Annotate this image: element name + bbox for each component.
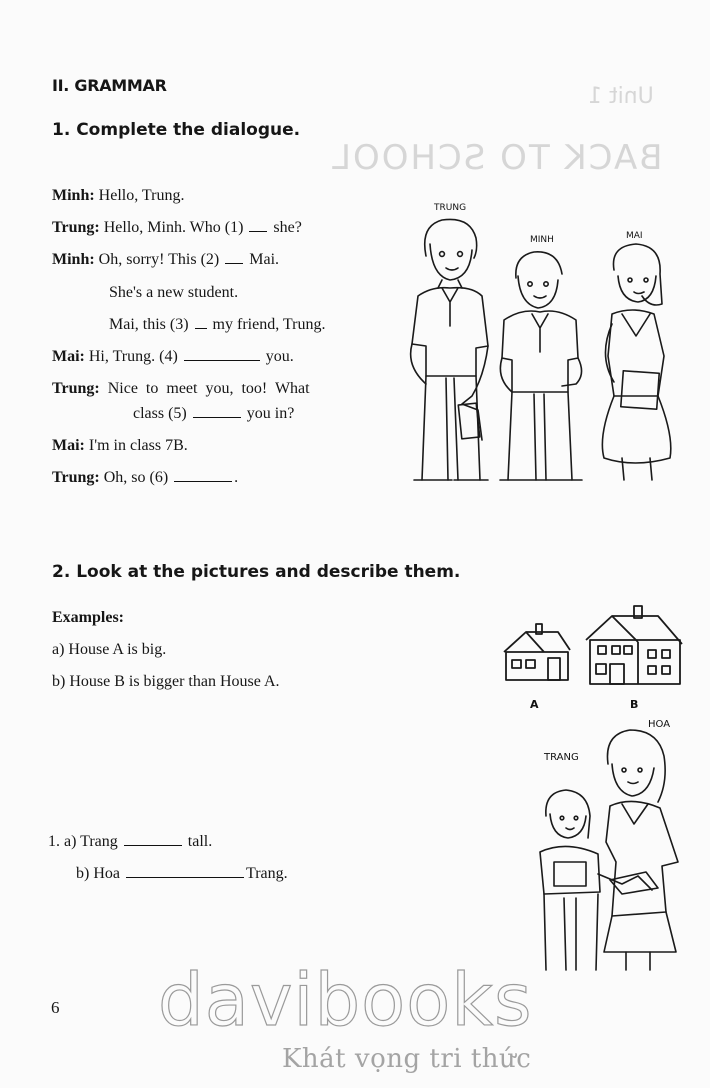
dialogue-line-5 [109,315,325,335]
line-text: Nice to meet you, too! What [99,380,310,397]
speaker: Trung: [52,380,100,397]
item-1b [76,864,288,884]
watermark-brand: davibooks [158,958,533,1042]
line-text: I'm in class 7B. [84,437,188,454]
watermark-tagline: Khát vọng tri thức [282,1044,532,1074]
line-text: you in? [242,405,295,422]
item-1a [48,832,212,852]
minh-figure [500,252,582,480]
trang-label: TRANG [544,752,579,763]
line-text: my friend, Trung. [208,316,326,333]
speaker: Trung: [52,219,100,236]
mai-figure [602,244,670,480]
answer-blank-5[interactable] [193,405,241,418]
answer-blank-4[interactable] [184,348,260,361]
line-text: you. [261,348,294,365]
line-text: Oh, sorry! This (2) [94,251,224,268]
answer-blank-1[interactable] [249,219,267,232]
speaker: Minh: [52,187,95,204]
line-text: Hello, Minh. Who (1) [99,219,248,236]
trung-label: TRUNG [434,203,467,213]
students-illustration [392,196,692,496]
answer-blank-6[interactable] [174,469,232,482]
dialogue-line-9 [52,436,188,456]
line-text: she? [269,219,302,236]
exercise2-title: 2. Look at the pictures and describe them. [52,562,461,582]
speaker: Trung: [52,469,100,486]
speaker: Mai: [52,437,85,454]
house-b-label: B [630,698,639,711]
answer-blank-3[interactable] [195,316,207,329]
exercise1-title: 1. Complete the dialogue. [52,120,301,140]
bleed-through-unit: Unit 1 [588,84,654,109]
section-title: II. GRAMMAR [52,76,167,95]
line-text: Mai, this (3) [109,316,193,333]
hoa-figure [604,730,678,970]
line-text: . [234,469,239,486]
answer-blank-1b[interactable] [126,865,244,878]
dialogue-line-3 [52,250,279,270]
line-text: Trang. [245,865,288,882]
examples-heading: Examples: [52,609,124,626]
hoa-label: HOA [648,719,671,730]
mai-label: MAI [626,231,643,241]
speaker: Mai: [52,348,85,365]
houses-illustration [500,602,686,712]
item-number: 1. [48,833,60,850]
line-text: Oh, so (6) [99,469,173,486]
house-b [586,606,682,684]
dialogue-line-1 [52,186,184,206]
examples-label [52,608,124,628]
page-number: 6 [51,998,60,1017]
example-b: b) House B is bigger than House A. [52,673,280,690]
house-a-label: A [530,698,539,711]
example-a: a) House A is big. [52,641,167,658]
line-text: b) Hoa [76,865,124,882]
dialogue-line-6 [52,347,294,367]
line-text: She's a new student. [109,284,239,301]
house-a [504,624,570,680]
trang-figure [540,790,658,970]
line-text: Hello, Trung. [94,187,185,204]
line-text: class (5) [133,405,191,422]
dialogue-line-7 [52,379,310,399]
minh-label: MINH [530,235,554,245]
answer-blank-1a[interactable] [124,833,182,846]
dialogue-line-8 [133,404,294,424]
line-text: a) Trang [64,833,122,850]
dialogue-line-10 [52,468,238,488]
line-text: Mai. [245,251,280,268]
dialogue-line-4 [109,283,238,303]
hoa-trang-illustration [526,712,702,974]
trung-figure [411,219,488,480]
speaker: Minh: [52,251,95,268]
bleed-through-title: BACK TO SCHOOL [330,138,663,178]
answer-blank-2[interactable] [225,251,243,264]
line-text: tall. [183,833,213,850]
dialogue-line-2 [52,218,302,238]
line-text: Hi, Trung. (4) [84,348,182,365]
